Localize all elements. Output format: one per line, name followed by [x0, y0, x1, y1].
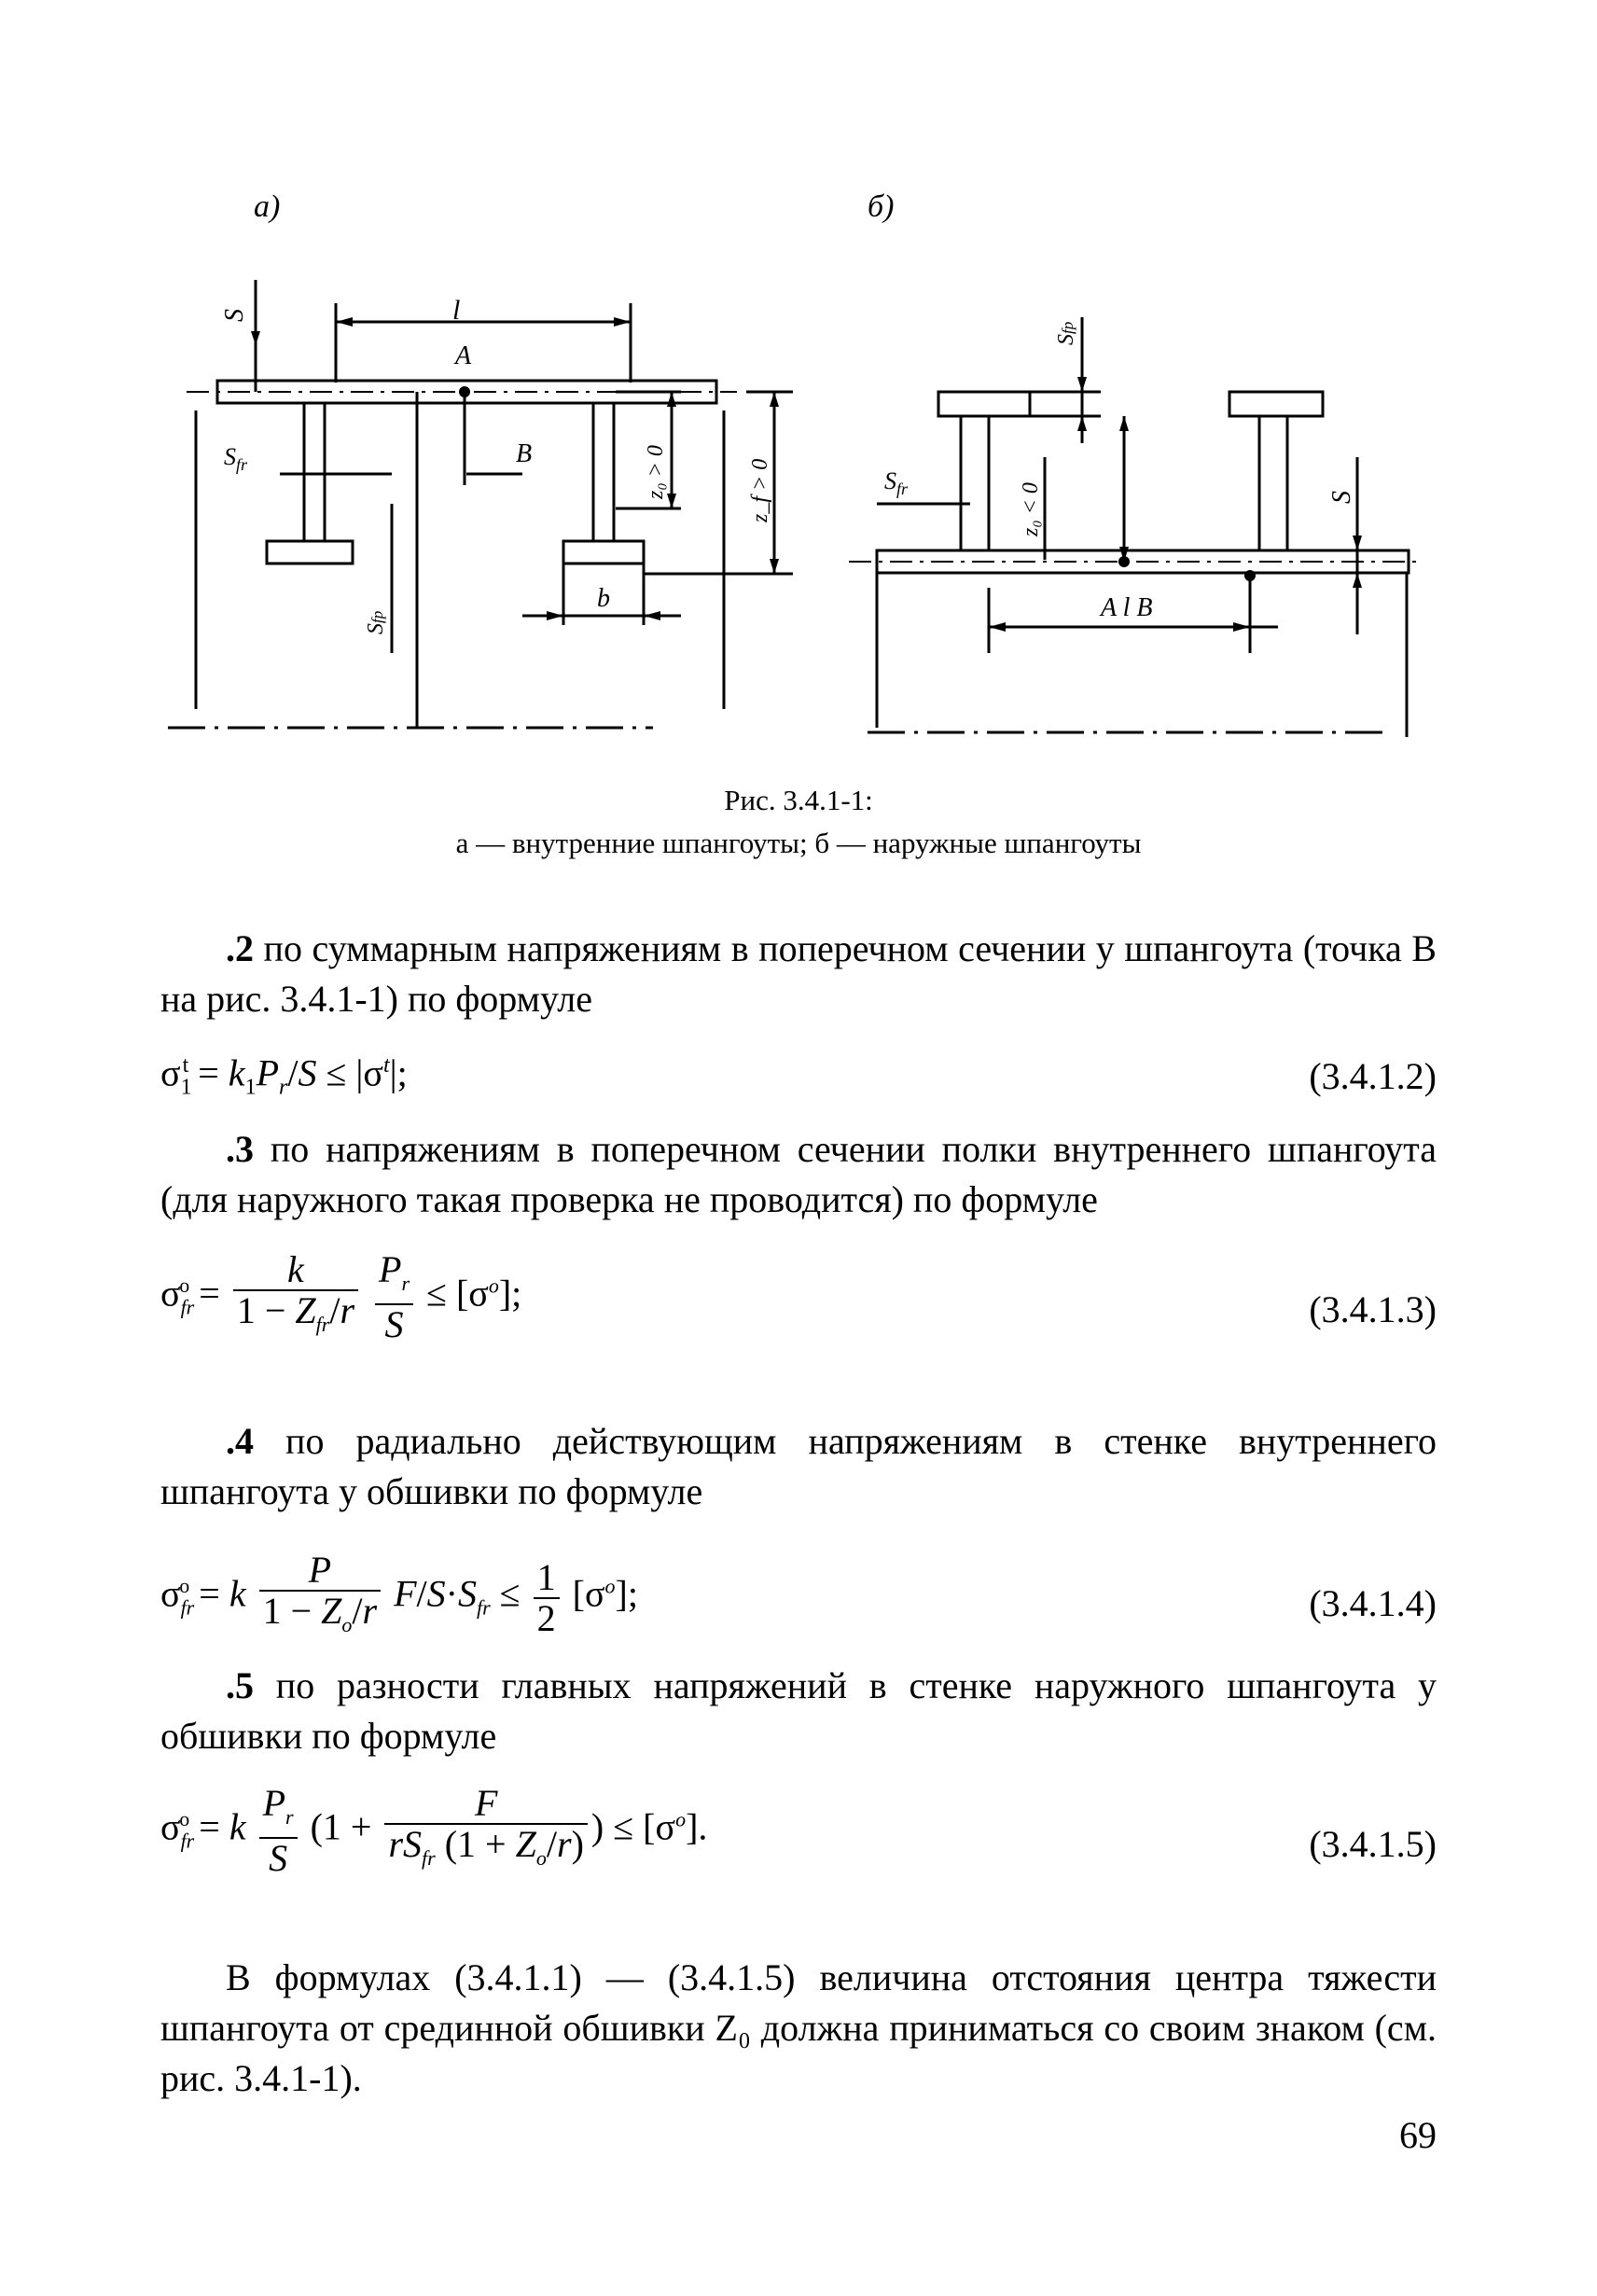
closing-paragraph: В формулах (3.4.1.1) — (3.4.1.5) величина отстояния центра тяжести шпангоута от срединной обшивки Z₀ должна приниматься со своим знаком (см. рис. 3.4.1-1). [160, 1956, 1437, 2099]
svg-text:b: b [597, 584, 610, 613]
figure [0, 0, 1597, 840]
caption-line-1: Рис. 3.4.1-1: [724, 784, 873, 816]
frame-flange-b-right [1229, 392, 1323, 416]
svg-text:A: A [455, 341, 472, 370]
item-2 [160, 924, 1437, 1024]
svg-text:S: S [1327, 491, 1356, 504]
eq-number-4: (3.4.1.4) [1309, 1582, 1437, 1624]
figure-drawing [0, 0, 1597, 840]
label-b: б) [868, 189, 895, 224]
figure-caption [0, 782, 1597, 862]
label-a: а) [254, 189, 281, 224]
item-4-text: по радиально действующим напряжениям в стенке внутреннего шпангоута у обшивки по формуле [160, 1420, 1437, 1512]
svg-text:z₀ < 0: z₀ < 0 [1019, 482, 1043, 536]
item-5-number: .5 [226, 1664, 254, 1706]
frame-flange-b-left [938, 392, 1030, 416]
item-3-text: по напряжениям в поперечном сечении полки внутреннего шпангоута (для наружного такая проверка не проводится) по формуле [160, 1128, 1437, 1220]
item-5 [160, 1661, 1437, 1761]
svg-text:z₀ > 0: z₀ > 0 [644, 445, 668, 499]
item-4-number: .4 [226, 1420, 254, 1462]
formula-3-4-1-3: $\sigma_{fr}^o$ = $\frac{k}{1 - Z_{fr}/r}$ $\frac{P_r}{S}$ ≤ $[\sigma^o]$; [160, 1248, 522, 1345]
svg-text:B: B [516, 439, 533, 468]
caption-line-2: а — внутренние шпангоуты; б — наружные шпангоуты [455, 827, 1142, 859]
formula-3-4-1-2: $\sigma_1^t = k_1P_r/S \le |\sigma^t|$; [160, 1051, 408, 1100]
svg-text:Sfp: Sfp [1054, 321, 1078, 345]
formula-3-4-1-5: $\sigma_{fr}^o = k$ $\frac{P_r}{S}$ (1 + $\frac{F}{rS_{fr} (1 + Z_o/r)}$ ) ≤ $[\sigma^o]$. [160, 1782, 708, 1879]
item-4 [160, 1416, 1437, 1517]
frame-flange-a-left [267, 541, 353, 564]
svg-text:Sfr: $S_{fr}$ [224, 443, 248, 474]
svg-text:l: l [452, 295, 461, 326]
svg-text:A l B: A l B [1101, 593, 1153, 622]
eq-number-5: (3.4.1.5) [1309, 1823, 1437, 1865]
item-2-text: по суммарным напряжениям в поперечном сечении у шпангоута (точка B на рис. 3.4.1-1) по формуле [160, 927, 1437, 1020]
eq-number-2: (3.4.1.2) [1309, 1055, 1437, 1097]
formula-3-4-1-4: $\sigma_{fr}^o = k$ $\frac{P}{1 - Z_o/r}$ $F/S\cdot S_{fr}$ ≤ $\frac{1}{2}$ $[\sigma^o]$; [160, 1549, 638, 1639]
svg-text:z_f > 0: z_f > 0 [748, 458, 772, 522]
item-5-text: по разности главных напряжений в стенке наружного шпангоута у обшивки по формуле [160, 1664, 1437, 1757]
svg-text:Sfr: $S_{fr}$ [884, 467, 909, 498]
item-3 [160, 1124, 1437, 1225]
frame-flange-a-right [563, 541, 644, 564]
svg-text:S: S [220, 309, 249, 322]
page-number: 69 [1399, 2114, 1437, 2156]
item-2-number: .2 [226, 927, 254, 969]
item-3-number: .3 [226, 1128, 254, 1170]
eq-number-3: (3.4.1.3) [1309, 1288, 1437, 1330]
svg-text:Sfp: Sfp [364, 610, 388, 634]
